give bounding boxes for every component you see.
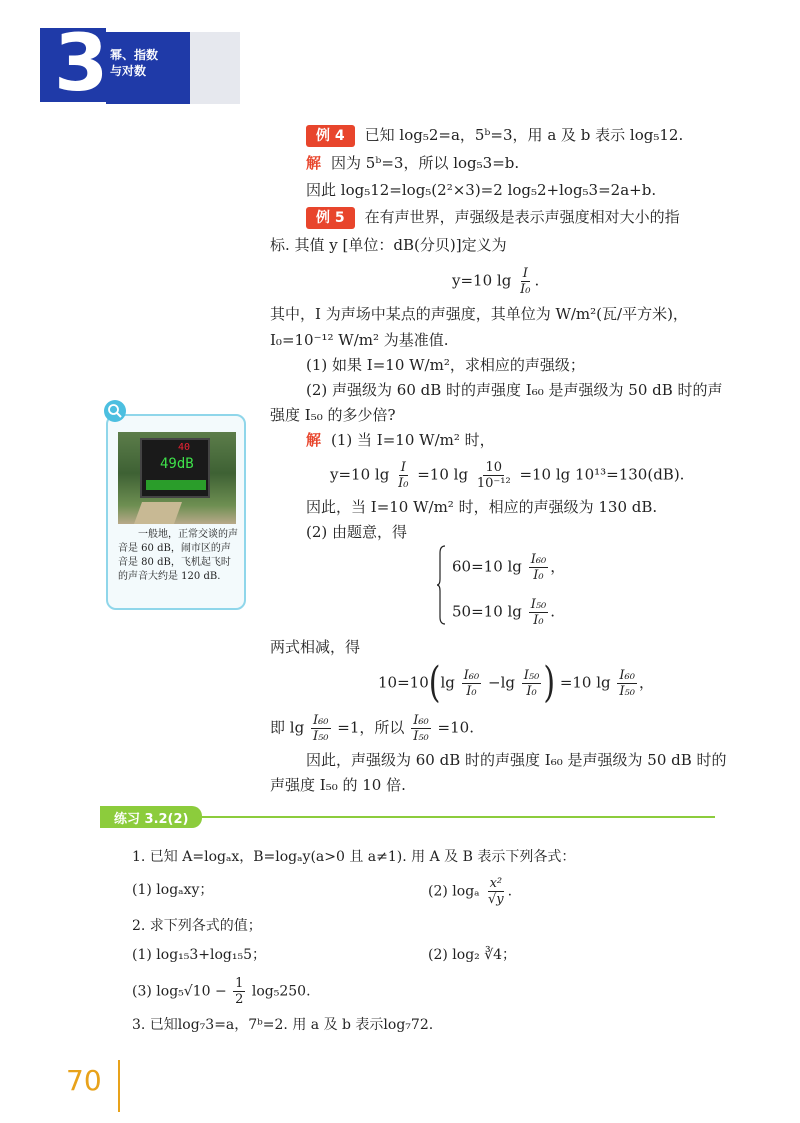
example5-intro-2: 标. 其值 y [单位：dB(分贝)]定义为 <box>270 236 507 254</box>
exercise-q1-2: (2) logₐ $\frac{\text{x²}}{√y}$ . <box>428 876 513 907</box>
page-number: 70 <box>66 1064 102 1097</box>
example4-solution-2: 因此 log₅12=log₅(2²×3)=2 log₅2+log₅3=2a+b. <box>306 181 657 199</box>
conclusion-1: 因此，声强级为 60 dB 时的声强度 I₆₀ 是声强级为 50 dB 时的 <box>306 751 727 769</box>
ratio-equation: 即 lg $\frac{\text{I₆₀}}{\text{I₅₀}}$ =1，所以 $\frac{\text{I₆₀}}{\text{I₅₀}}$ =10. <box>270 713 474 744</box>
photo <box>118 432 236 524</box>
example5-text-1: 其中，I 为声场中某点的声强度，其单位为 W/m²(瓦/平方米)， <box>270 305 688 323</box>
page-number-divider <box>118 1060 120 1112</box>
fraction: $\frac{I}{\text{I₀}}$ <box>398 460 409 491</box>
example4-solution-1: 解 因为 5ᵇ=3，所以 log₅3=b. <box>306 154 520 172</box>
example4-badge: 例 4 <box>306 125 355 147</box>
path <box>134 502 182 524</box>
example5-question-2b: 强度 I₅₀ 的多少倍? <box>270 406 396 424</box>
system-equation-1: 60=10 lg $\frac{\text{I₆₀}}{\text{I₀}}$ ， <box>452 552 566 583</box>
example5-question-2a: (2) 声强级为 60 dB 时的声强度 I₆₀ 是声强级为 50 dB 时的声 <box>306 381 723 399</box>
chapter-header <box>40 19 240 109</box>
fraction: $\frac{10}{\text{10⁻¹²}}$ <box>476 460 511 491</box>
chapter-title-line-2: 与对数 <box>110 64 147 78</box>
subtract-equation: 10=10(lg $\frac{\text{I₆₀}}{\text{I₀}}$ −lg $\frac{\text{I₅₀}}{\text{I₀}}$ ) =10 lg $\frac{\text{I₆₀}}{\text{I₅₀}}$ ， <box>378 658 654 708</box>
example4-problem: 例 4 已知 log₅2=a，5ᵇ=3，用 a 及 b 表示 log₅12. <box>306 125 683 147</box>
sidebar-caption: 一般地，正常交谈的声音是 60 dB，闹市区的声音是 80 dB，飞机起飞时的声音大约是 120 dB. <box>118 529 238 582</box>
brace-icon <box>436 545 446 625</box>
solution-label: 解 <box>306 431 322 449</box>
search-icon <box>104 400 126 422</box>
chapter-number: 3 <box>54 19 109 109</box>
chapter-title-fade <box>190 32 240 104</box>
example5-badge: 例 5 <box>306 207 355 229</box>
exercise-q3: 3. 已知log₇3=a，7ᵇ=2. 用 a 及 b 表示log₇72. <box>132 1017 434 1033</box>
example5-solution-1: 解 (1) 当 I=10 W/m² 时， <box>306 431 495 449</box>
exercise-q2-1: (1) log₁₅3+log₁₅5； <box>132 947 267 963</box>
display-banner <box>146 480 206 490</box>
example5-formula: y=10 lg $\frac{I}{\text{I₀}}$ . <box>452 266 540 297</box>
exercise-q2-2: (2) log₂ ∛4； <box>428 947 517 963</box>
exercise-title: 练习 3.2(2) <box>100 806 202 828</box>
subtract-text: 两式相减，得 <box>270 638 361 656</box>
solution-label: 解 <box>306 154 322 172</box>
chapter-title-line-1: 幂、指数 <box>110 48 159 62</box>
sidebar-box <box>106 414 246 610</box>
example5-question-1: (1) 如果 I=10 W/m²，求相应的声强级； <box>306 356 585 374</box>
example5-intro-1: 例 5 在有声世界，声强级是表示声强度相对大小的指 <box>306 207 680 229</box>
display-reading-top: 40 <box>178 442 191 453</box>
exercise-q1-1: (1) logₐxy； <box>132 882 214 898</box>
exercise-q2-3: (3) log₅√10 − $\frac{1}{2}$ log₅250. <box>132 976 311 1007</box>
formula-fraction: $\frac{I}{\text{I₀}}$ <box>520 266 531 297</box>
exercise-q1: 1. 已知 A=logₐx，B=logₐy(a>0 且 a≠1). 用 A 及 B 表示下列各式： <box>132 849 576 865</box>
conclusion-2: 声强度 I₅₀ 的 10 倍. <box>270 776 406 794</box>
example5-solution-1-equation: y=10 lg $\frac{I}{\text{I₀}}$ =10 lg $\frac{10}{\text{10⁻¹²}}$ =10 lg 10¹³=130(dB). <box>330 460 685 491</box>
example5-text-2: I₀=10⁻¹² W/m² 为基准值. <box>270 331 449 349</box>
system-equation-2: 50=10 lg $\frac{\text{I₅₀}}{\text{I₀}}$ . <box>452 597 556 628</box>
display-reading: 49dB <box>160 456 194 472</box>
example5-solution-1-conclusion: 因此，当 I=10 W/m² 时，相应的声强级为 130 dB. <box>306 498 658 516</box>
noise-display-board <box>140 438 210 498</box>
exercise-q2: 2. 求下列各式的值； <box>132 918 262 934</box>
equation-system-brace <box>436 545 446 625</box>
example5-solution-2: (2) 由题意，得 <box>306 523 408 541</box>
